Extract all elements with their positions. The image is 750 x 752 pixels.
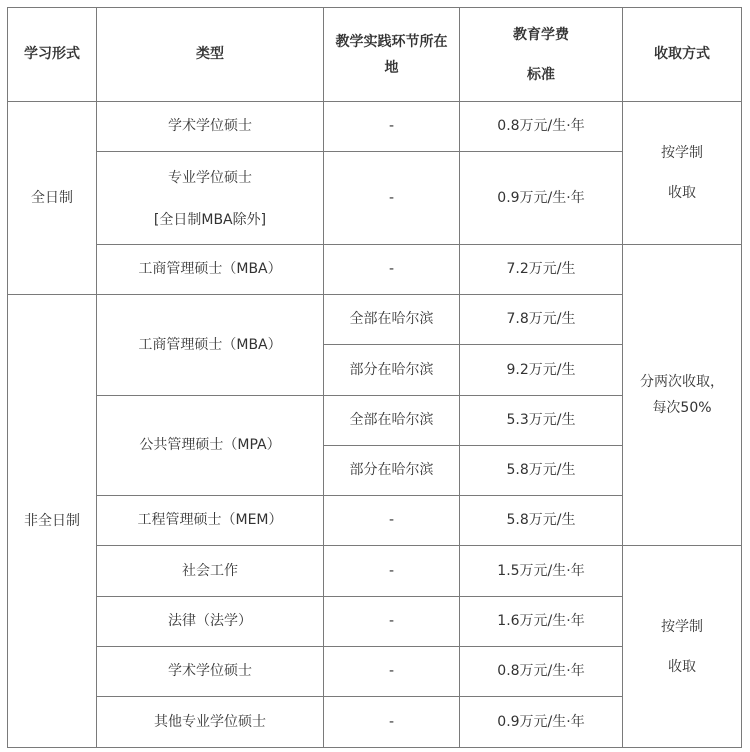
type-cell: 工商管理硕士（MBA）	[97, 245, 324, 295]
type-cell: 工商管理硕士（MBA）	[97, 295, 324, 396]
header-fee	[460, 8, 623, 102]
fee-cell: 1.5万元/生·年	[460, 546, 623, 597]
fee-cell: 9.2万元/生	[460, 345, 623, 396]
type-cell: 法律（法学）	[97, 597, 324, 647]
fee-cell: 0.8万元/生·年	[460, 102, 623, 152]
group-fulltime: 全日制	[8, 102, 97, 295]
group-parttime: 非全日制	[8, 295, 97, 748]
fee-cell: 7.2万元/生	[460, 245, 623, 295]
location-cell: 全部在哈尔滨	[324, 396, 460, 446]
type-cell: 学术学位硕士	[97, 102, 324, 152]
location-cell: 部分在哈尔滨	[324, 345, 460, 396]
type-cell	[97, 152, 324, 245]
method-by-year	[623, 546, 742, 748]
location-cell: -	[324, 496, 460, 546]
type-cell: 工程管理硕士（MEM）	[97, 496, 324, 546]
fee-cell: 0.9万元/生·年	[460, 697, 623, 748]
fee-cell: 5.8万元/生	[460, 446, 623, 496]
header-fee-line1: 教育学费	[513, 26, 569, 43]
fee-cell: 0.8万元/生·年	[460, 647, 623, 697]
location-cell: 部分在哈尔滨	[324, 446, 460, 496]
type-cell: 学术学位硕士	[97, 647, 324, 697]
table-row	[8, 546, 742, 597]
method-line2: 收取	[668, 658, 696, 675]
location-cell: -	[324, 697, 460, 748]
tuition-fee-table	[7, 7, 742, 748]
method-line1: 按学制	[661, 618, 703, 635]
fee-cell: 5.8万元/生	[460, 496, 623, 546]
fee-cell: 1.6万元/生·年	[460, 597, 623, 647]
location-cell: -	[324, 152, 460, 245]
method-line2: 收取	[668, 185, 696, 201]
fee-cell: 0.9万元/生·年	[460, 152, 623, 245]
type-line1: 专业学位硕士	[168, 170, 252, 186]
fee-cell: 5.3万元/生	[460, 396, 623, 446]
type-cell: 社会工作	[97, 546, 324, 597]
table-row	[8, 102, 742, 152]
type-cell: 其他专业学位硕士	[97, 697, 324, 748]
header-row	[8, 8, 742, 102]
location-cell: -	[324, 245, 460, 295]
location-cell: -	[324, 546, 460, 597]
header-location-line2: 地	[384, 59, 399, 76]
header-type: 类型	[97, 8, 324, 102]
method-by-year	[623, 102, 742, 245]
location-cell: -	[324, 597, 460, 647]
type-cell: 公共管理硕士（MPA）	[97, 396, 324, 496]
method-line1: 分两次收取，	[640, 374, 724, 390]
header-location	[324, 8, 460, 102]
method-line2: 每次50%	[652, 400, 712, 416]
type-line2: [全日制MBA除外]	[153, 212, 267, 228]
location-cell: 全部在哈尔滨	[324, 295, 460, 345]
location-cell: -	[324, 102, 460, 152]
header-method: 收取方式	[623, 8, 742, 102]
table-row	[8, 245, 742, 295]
header-fee-line2: 标准	[527, 66, 555, 83]
header-location-line1: 教学实践环节所在	[335, 33, 448, 50]
fee-cell: 7.8万元/生	[460, 295, 623, 345]
location-cell: -	[324, 647, 460, 697]
method-twice	[623, 245, 742, 546]
header-study-form: 学习形式	[8, 8, 97, 102]
method-line1: 按学制	[661, 145, 703, 161]
